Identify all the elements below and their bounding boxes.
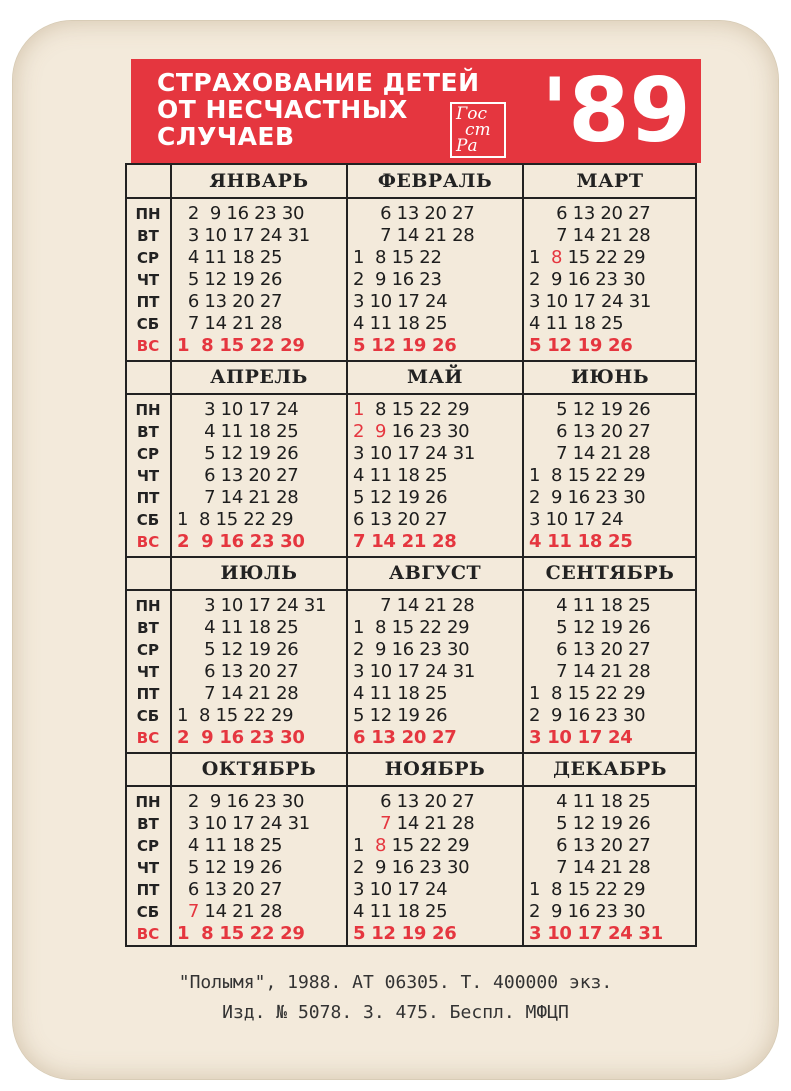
day-numbers-row: 6 13 20 27 [353,509,448,530]
day-numbers-row: 5 12 19 26 [177,269,283,290]
holiday-mark: 1 [353,399,365,420]
month-name: ИЮНЬ [570,366,650,388]
day-numbers-row: 6 13 20 27 [177,291,283,312]
day-numbers-row: 5 12 19 26 [529,617,651,638]
calendar-grid [125,163,697,947]
month-name: НОЯБРЬ [384,758,486,780]
day-numbers-row: 3 10 17 24 [529,727,633,748]
weekday-label: ПН [135,597,161,615]
day-numbers-row: 2 9 16 23 30 [353,857,470,878]
weekday-label: ВС [136,729,160,747]
day-numbers-row: 6 13 20 27 [177,465,299,486]
weekday-label: ПТ [136,489,160,507]
day-numbers-row: 7 14 21 28 [529,857,651,878]
weekday-label: СБ [136,511,160,529]
day-numbers-row: 5 12 19 26 [529,399,651,420]
month-name: МАРТ [576,170,644,192]
day-numbers-row: 5 12 19 26 [177,443,299,464]
weekday-label: ПТ [136,685,160,703]
header-banner [131,59,701,163]
month-name: ДЕКАБРЬ [553,758,667,780]
day-numbers-row: 7 14 21 28 [529,225,651,246]
day-numbers-row: 5 12 19 26 [177,639,299,660]
day-numbers-row: 4 11 18 25 [529,595,651,616]
month-name: СЕНТЯБРЬ [545,562,675,584]
day-numbers-row: 1 8 15 22 29 [177,705,294,726]
weekday-label: ПТ [136,881,160,899]
day-numbers-row: 1 8 15 22 [353,247,442,268]
day-numbers-row: 5 12 19 26 [353,923,457,944]
day-numbers-row: 4 11 18 25 [529,313,624,334]
year-label: '89 [541,59,691,162]
holiday-mark: 2 9 [353,421,387,442]
day-numbers-row: 2 9 16 23 30 [177,791,305,812]
day-numbers-row: 6 13 20 27 [177,879,283,900]
banner-title-line2: ОТ НЕСЧАСТНЫХ [157,95,408,124]
holiday-mark: 7 [187,901,199,922]
grid-line [127,393,697,395]
month-name: ЯНВАРЬ [209,170,309,192]
weekday-label: СБ [136,903,160,921]
day-numbers-row: 2 9 16 23 30 [177,203,305,224]
day-numbers-row: 3 10 17 24 [353,291,448,312]
day-numbers-row: 5 12 19 26 [529,335,633,356]
grid-line [127,785,697,787]
day-numbers-row: 6 13 20 27 [529,639,651,660]
day-numbers-row: 2 9 16 23 30 [353,421,470,442]
day-numbers-row: 3 10 17 24 31 [353,443,476,464]
day-numbers-row: 3 10 17 24 31 [177,595,327,616]
grid-line [127,197,697,199]
day-numbers-row: 4 11 18 25 [529,791,651,812]
day-numbers-row: 3 10 17 24 31 [529,291,652,312]
day-numbers-row: 3 10 17 24 [529,509,624,530]
day-numbers-row: 7 14 21 28 [529,443,651,464]
month-name: ОКТЯБРЬ [201,758,317,780]
day-numbers-row: 6 13 20 27 [177,661,299,682]
footer-line2: Изд. № 5078. З. 475. Беспл. МФЦП [222,1002,569,1023]
day-numbers-row: 1 8 15 22 29 [353,835,470,856]
day-numbers-row: 7 14 21 28 [177,487,299,508]
day-numbers-row: 4 11 18 25 [353,465,448,486]
day-numbers-row: 1 8 15 22 29 [177,335,305,356]
weekday-label: ВТ [137,227,159,245]
gosstrakh-logo: Гос ст Ра [449,101,507,159]
day-numbers-row: 7 14 21 28 [380,813,475,834]
holiday-mark: 8 [551,247,563,268]
day-numbers-row: 1 8 15 22 29 [529,683,646,704]
day-numbers-row: 5 12 19 26 [353,705,448,726]
day-numbers-row: 1 8 15 22 29 [177,923,305,944]
day-numbers-row: 2 9 16 23 30 [529,901,646,922]
day-numbers-row: 4 11 18 25 [529,531,633,552]
day-numbers-row: 1 8 15 22 29 [353,617,470,638]
weekday-label: ЧТ [136,271,160,289]
day-numbers-row: 4 11 18 25 [177,421,299,442]
grid-line [127,589,697,591]
day-numbers-row: 4 11 18 25 [353,901,448,922]
day-numbers-row: 6 13 20 27 [353,727,457,748]
banner-title-line1: СТРАХОВАНИЕ ДЕТЕЙ [157,68,480,97]
day-numbers-row: 2 9 16 23 30 [529,705,646,726]
day-numbers-row: 1 8 15 22 29 [529,465,646,486]
weekday-label: ПН [135,793,161,811]
day-numbers-row: 3 10 17 24 31 [177,813,310,834]
weekday-label: ВС [136,533,160,551]
day-numbers-row: 5 12 19 26 [353,335,457,356]
weekday-label: СР [136,837,159,855]
weekday-label: ЧТ [136,467,160,485]
day-numbers-row: 7 14 21 28 [187,901,283,922]
day-numbers-row: 5 12 19 26 [529,813,651,834]
day-numbers-row: 1 8 15 22 29 [177,509,294,530]
day-numbers-row: 4 11 18 25 [177,617,299,638]
day-numbers-row: 2 9 16 23 30 [353,639,470,660]
weekday-label: ЧТ [136,663,160,681]
weekday-label: СР [136,641,159,659]
weekday-label: ВТ [137,619,159,637]
day-numbers-row: 1 8 15 22 29 [529,247,646,268]
day-numbers-row: 4 11 18 25 [177,247,283,268]
weekday-label: СБ [136,315,160,333]
footer-line1: "Полымя", 1988. АТ 06305. Т. 400000 экз. [178,972,613,993]
month-name: АВГУСТ [388,562,482,584]
day-numbers-row: 2 9 16 23 30 [177,727,305,748]
weekday-label: ПН [135,205,161,223]
weekday-label: СР [136,445,159,463]
day-numbers-row: 1 8 15 22 29 [353,399,470,420]
day-numbers-row: 7 14 21 28 [353,531,457,552]
weekday-label: ПТ [136,293,160,311]
weekday-label: ВТ [137,423,159,441]
day-numbers-row: 5 12 19 26 [353,487,448,508]
day-numbers-row: 7 14 21 28 [353,595,475,616]
weekday-label: ВС [136,925,160,943]
day-numbers-row: 3 10 17 24 31 [529,923,663,944]
day-numbers-row: 7 14 21 28 [177,313,283,334]
holiday-mark: 7 [380,813,392,834]
day-numbers-row: 3 10 17 24 31 [353,661,476,682]
day-numbers-row: 4 11 18 25 [353,683,448,704]
day-numbers-row: 3 10 17 24 [353,879,448,900]
weekday-label: СР [136,249,159,267]
day-numbers-row: 2 9 16 23 30 [177,531,305,552]
grid-line [170,165,172,945]
day-numbers-row: 6 13 20 27 [529,835,651,856]
banner-title-line3: СЛУЧАЕВ [157,122,295,151]
weekday-label: ВС [136,337,160,355]
month-name: МАЙ [407,366,463,388]
day-numbers-row: 6 13 20 27 [529,421,651,442]
weekday-label: ВТ [137,815,159,833]
day-numbers-row: 6 13 20 27 [529,203,651,224]
day-numbers-row: 3 10 17 24 [177,399,299,420]
day-numbers-row: 6 13 20 27 [353,203,475,224]
month-name: ФЕВРАЛЬ [377,170,493,192]
weekday-label: ЧТ [136,859,160,877]
day-numbers-row: 2 9 16 23 30 [529,269,646,290]
holiday-mark: 8 [375,835,387,856]
month-name: АПРЕЛЬ [210,366,308,388]
day-numbers-row: 5 12 19 26 [177,857,283,878]
weekday-label: ПН [135,401,161,419]
day-numbers-row: 2 9 16 23 30 [529,487,646,508]
day-numbers-row: 7 14 21 28 [177,683,299,704]
day-numbers-row: 1 8 15 22 29 [529,879,646,900]
day-numbers-row: 7 14 21 28 [353,225,475,246]
day-numbers-row: 4 11 18 25 [177,835,283,856]
day-numbers-row: 6 13 20 27 [353,791,475,812]
month-name: ИЮЛЬ [220,562,298,584]
day-numbers-row: 3 10 17 24 31 [177,225,310,246]
day-numbers-row: 2 9 16 23 [353,269,442,290]
day-numbers-row: 7 14 21 28 [529,661,651,682]
weekday-label: СБ [136,707,160,725]
day-numbers-row: 4 11 18 25 [353,313,448,334]
